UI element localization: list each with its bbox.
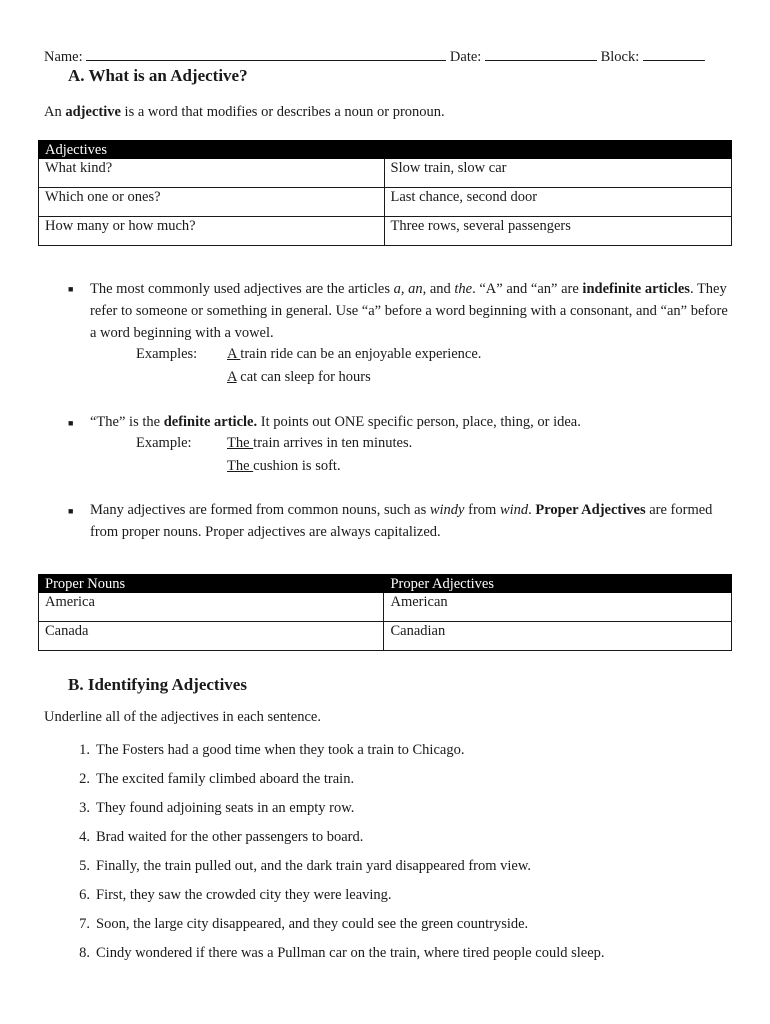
- section-b-title: B. Identifying Adjectives: [68, 675, 247, 694]
- table-cell: Three rows, several passengers: [384, 217, 732, 246]
- text: cat can sleep for hours: [236, 369, 371, 385]
- text: . They refer to someone or something in general. Use “a” before a word beginning with a consonant, and “an” before a word beginning with a vowel.: [90, 281, 728, 341]
- adjective-definition: [44, 104, 445, 121]
- italic-text: the: [454, 281, 473, 297]
- table-cell: What kind?: [39, 159, 385, 188]
- list-item: [44, 827, 605, 856]
- text: , and: [422, 281, 455, 297]
- item-number: 4.: [79, 829, 90, 845]
- table-header-cell: [384, 141, 732, 159]
- table-cell: Canada: [39, 622, 384, 651]
- date-label: Date:: [449, 49, 482, 65]
- text: It points out ONE specific person, place, thing, or idea.: [257, 414, 581, 430]
- table-row: [39, 593, 732, 622]
- name-label: Name:: [44, 49, 83, 65]
- bold-text: definite article.: [163, 414, 258, 430]
- table-cell: How many or how much?: [39, 217, 385, 246]
- example-sentence: [227, 346, 481, 363]
- list-item: [44, 740, 605, 769]
- item-number: 7.: [79, 916, 90, 932]
- underlined-article: A: [227, 346, 241, 362]
- list-item: [44, 769, 605, 798]
- sentence-text: The Fosters had a good time when they took a train to Chicago.: [96, 742, 465, 758]
- table-cell: America: [39, 593, 384, 622]
- table-row: [39, 159, 732, 188]
- table-header-cell: Proper Nouns: [39, 575, 384, 593]
- table-row: [39, 622, 732, 651]
- text: are formed from proper nouns. Proper adjectives are always capitalized.: [90, 502, 713, 540]
- bullet-icon: ■: [68, 284, 74, 294]
- table-cell: Which one or ones?: [39, 188, 385, 217]
- example-sentence: [227, 458, 341, 475]
- table-cell: Canadian: [384, 622, 732, 651]
- header-line: [44, 46, 705, 66]
- example-sentence: [227, 435, 412, 452]
- text: from: [464, 502, 500, 518]
- text: “The” is the: [90, 414, 164, 430]
- list-item: [44, 943, 605, 972]
- item-number: 8.: [79, 945, 90, 961]
- text: train arrives in ten minutes.: [253, 435, 413, 451]
- sentence-text: The excited family climbed aboard the train.: [96, 771, 355, 787]
- sentence-list: [44, 740, 605, 972]
- table-cell: Last chance, second door: [384, 188, 732, 217]
- text: cushion is soft.: [253, 458, 341, 474]
- text: .: [528, 502, 536, 518]
- indefinite-articles-paragraph: [90, 278, 730, 344]
- date-blank[interactable]: [485, 46, 597, 61]
- item-number: 3.: [79, 800, 90, 816]
- table-header-row: [39, 575, 732, 593]
- sentence-text: They found adjoining seats in an empty row.: [96, 800, 355, 816]
- sentence-text: Brad waited for the other passengers to board.: [96, 829, 364, 845]
- text: Many adjectives are formed from common nouns, such as: [90, 502, 430, 518]
- list-item: [44, 914, 605, 943]
- text: . “A” and “an” are: [472, 281, 583, 297]
- bold-text: Proper Adjectives: [535, 502, 646, 518]
- section-a-title: A. What is an Adjective?: [68, 66, 248, 85]
- bullet-icon: ■: [68, 418, 74, 428]
- text: The most commonly used adjectives are the articles: [90, 281, 394, 297]
- bold-text: indefinite articles: [582, 281, 690, 297]
- intro-text-2: is a word that modifies or describes a noun or pronoun.: [120, 104, 445, 120]
- proper-adjectives-paragraph: [90, 499, 730, 543]
- italic-text: a, an: [393, 281, 423, 297]
- list-item: [44, 885, 605, 914]
- list-item: [44, 798, 605, 827]
- table-row: [39, 217, 732, 246]
- intro-text-1: An: [44, 104, 66, 120]
- underlined-article: The: [227, 458, 254, 474]
- example-label: Example:: [136, 435, 192, 451]
- underlined-article: The: [227, 435, 254, 451]
- table-header-cell: Adjectives: [39, 141, 385, 159]
- block-label: Block:: [600, 49, 640, 65]
- italic-text: wind: [499, 502, 529, 518]
- sentence-text: Cindy wondered if there was a Pullman car on the train, where tired people could sleep.: [96, 945, 605, 961]
- sentence-text: First, they saw the crowded city they were leaving.: [96, 887, 392, 903]
- block-blank[interactable]: [643, 46, 705, 61]
- item-number: 5.: [79, 858, 90, 874]
- bullet-icon: ■: [68, 506, 74, 516]
- text: train ride can be an enjoyable experience.: [240, 346, 482, 362]
- sentence-text: Soon, the large city disappeared, and they could see the green countryside.: [96, 916, 529, 932]
- italic-text: windy: [429, 502, 465, 518]
- list-item: [44, 856, 605, 885]
- table-header-cell: Proper Adjectives: [384, 575, 732, 593]
- intro-bold-adjective: adjective: [65, 104, 121, 120]
- adjectives-table: [38, 140, 732, 246]
- item-number: 6.: [79, 887, 90, 903]
- examples-label: Examples:: [136, 346, 198, 362]
- underlined-article: A: [227, 369, 237, 385]
- section-b-instruction: Underline all of the adjectives in each sentence.: [44, 709, 321, 725]
- example-sentence: [227, 369, 371, 386]
- sentence-text: Finally, the train pulled out, and the dark train yard disappeared from view.: [96, 858, 531, 874]
- name-blank[interactable]: [86, 46, 446, 61]
- table-cell: Slow train, slow car: [384, 159, 732, 188]
- proper-adjectives-table: [38, 574, 732, 651]
- item-number: 1.: [79, 742, 90, 758]
- definite-article-paragraph: [90, 411, 730, 433]
- table-cell: American: [384, 593, 732, 622]
- table-header-row: [39, 141, 732, 159]
- item-number: 2.: [79, 771, 90, 787]
- table-row: [39, 188, 732, 217]
